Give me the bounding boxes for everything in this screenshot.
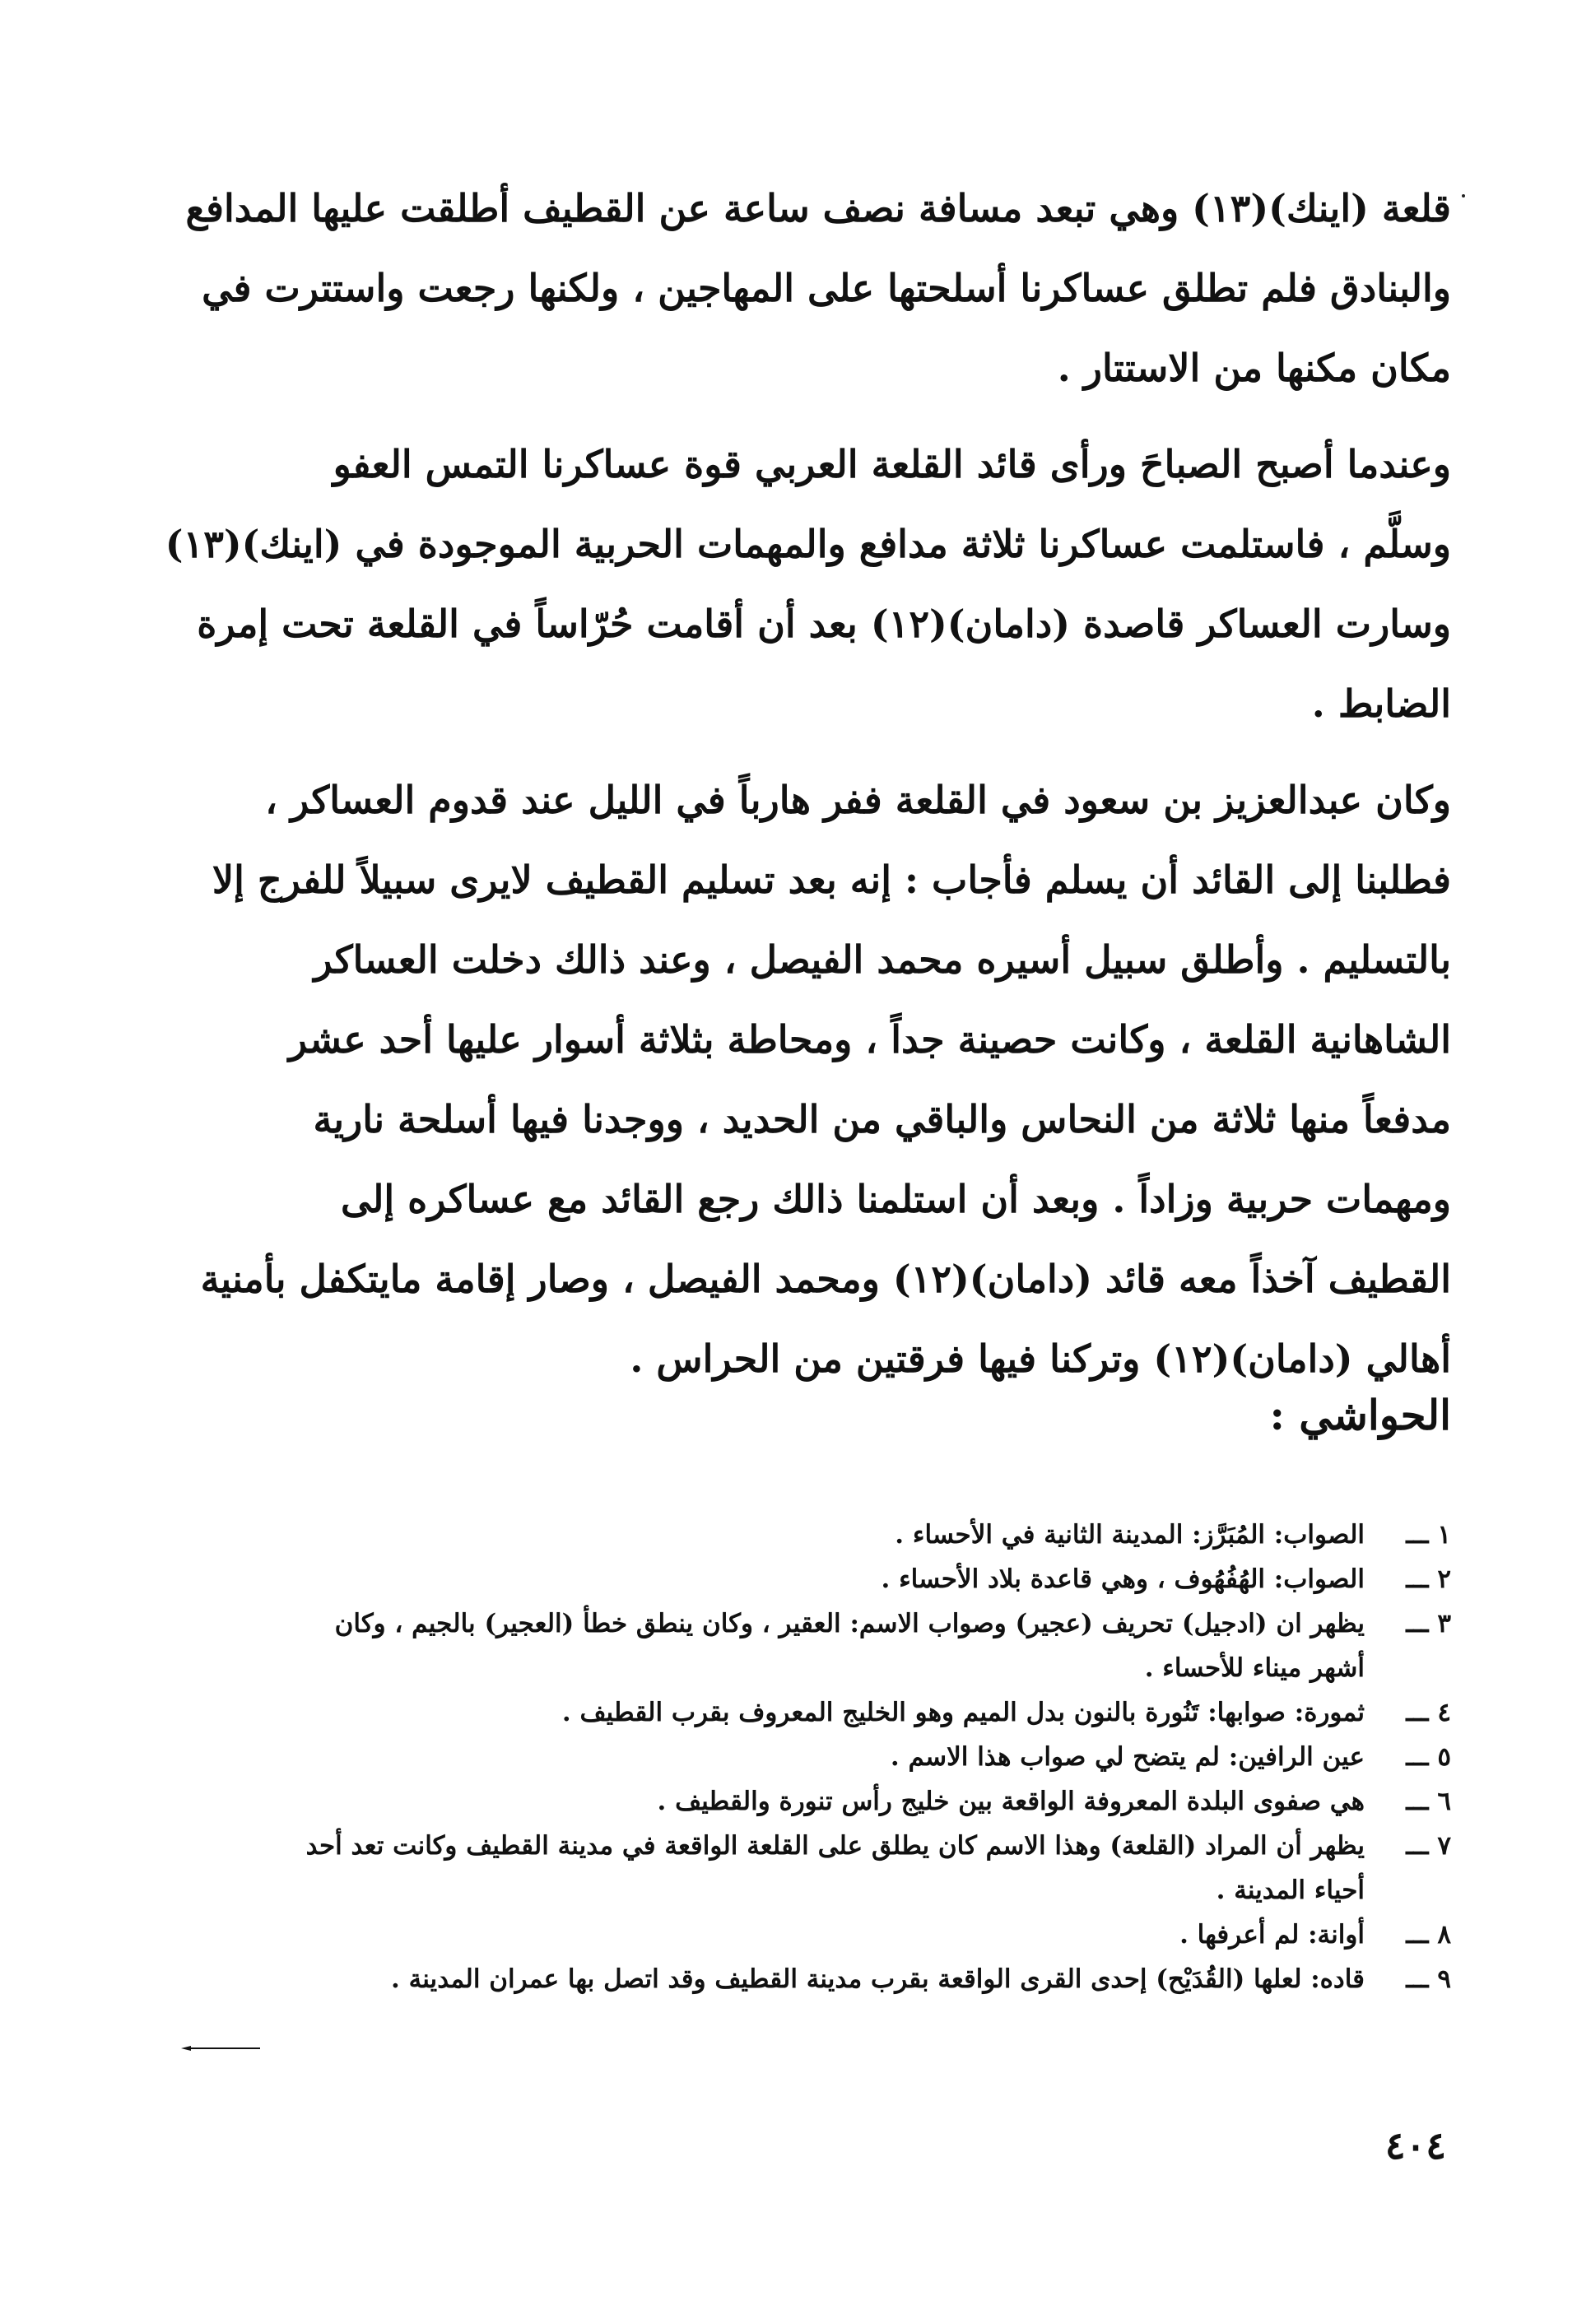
footnote-item <box>140 1601 1451 1690</box>
footnote-text <box>140 1557 1365 1601</box>
text-line: وعندما أصبح الصباحَ ورأى قائد القلعة العربي قوة عساكرنا التمس العفو <box>333 442 1451 486</box>
footnote-line: يظهر أن المراد (القلعة) وهذا الاسم كان يطلق على القلعة الواقعة في مدينة القطيف وكانت تعد أحد <box>305 1831 1365 1861</box>
text-line: وسارت العساكر قاصدة (دامان)(١٢) بعد أن أقامت حُرّاساً في القلعة تحت إمرة <box>197 602 1451 646</box>
paragraph-1 <box>140 169 1451 408</box>
text-line: مكان مكنها من الاستتار . <box>1057 346 1451 390</box>
continuation-arrow-icon <box>181 2046 260 2051</box>
footnote-line: هي صفوى البلدة المعروفة الواقعة بين خليج رأس تنورة والقطيف . <box>657 1787 1365 1816</box>
footnote-item <box>140 1735 1451 1779</box>
footnotes-list <box>140 1513 1451 2001</box>
footnote-number: ٧ ـــ <box>1406 1831 1451 1861</box>
page-number: ٤٠٤ <box>1384 2123 1446 2168</box>
footnote-line: الصواب: الهُفُهُوف ، وهي قاعدة بلاد الأحساء . <box>881 1564 1365 1594</box>
text-line: قلعة (اينك)(١٣) وهي تبعد مسافة نصف ساعة عن القطيف أطلقت عليها المدافع <box>185 186 1451 230</box>
footnote-line: أحياء المدينة . <box>1216 1875 1365 1905</box>
footnote-number: ٨ ـــ <box>1406 1920 1451 1950</box>
footnote-text <box>140 1824 1365 1913</box>
footnote-number: ٢ ـــ <box>1406 1564 1451 1594</box>
footnote-line: أشهر ميناء للأحساء . <box>1144 1653 1365 1683</box>
text-line: الشاهانية القلعة ، وكانت حصينة جداً ، ومحاطة بثلاثة أسوار عليها أحد عشر <box>288 1017 1451 1062</box>
footnote-line: عين الرافين: لم يتضح لي صواب هذا الاسم . <box>890 1742 1365 1772</box>
text-line: أهالي (دامان)(١٢) وتركنا فيها فرقتين من الحراس . <box>630 1336 1451 1381</box>
footnote-item <box>140 1824 1451 1913</box>
footnote-line: الصواب: المُبَرَّز: المدينة الثانية في الأحساء . <box>895 1520 1365 1550</box>
footnote-text <box>140 1690 1365 1735</box>
footnote-item <box>140 1513 1451 1557</box>
footnote-item <box>140 1690 1451 1735</box>
footnote-text <box>140 1779 1365 1824</box>
footnote-item <box>140 1913 1451 1957</box>
footnote-item <box>140 1557 1451 1601</box>
footnote-item <box>140 1957 1451 2001</box>
paragraph-2 <box>140 425 1451 744</box>
footnote-line: أوانة: لم أعرفها . <box>1179 1920 1365 1950</box>
footnote-line: ثمورة: صوابها: تَنُورة بالنون بدل الميم وهو الخليج المعروف بقرب القطيف . <box>561 1698 1365 1727</box>
text-line: والبنادق فلم تطلق عساكرنا أسلحتها على المهاجين ، ولكنها رجعت واستترت في <box>202 266 1451 310</box>
footnote-number: ٦ ـــ <box>1406 1787 1451 1816</box>
footnote-text <box>140 1957 1365 2001</box>
text-line: مدفعاً منها ثلاثة من النحاس والباقي من الحديد ، ووجدنا فيها أسلحة نارية <box>313 1097 1451 1141</box>
footnote-line: يظهر ان (ادجيل) تحريف (عجير) وصواب الاسم: العقير ، وكان ينطق خطأ (العجير) بالجيم ، وكان <box>334 1609 1365 1638</box>
footnotes-heading: الحواشي : <box>1269 1391 1451 1439</box>
footnote-number: ٣ ـــ <box>1406 1609 1451 1638</box>
footnote-number: ٤ ـــ <box>1406 1698 1451 1727</box>
text-line: وسلَّم ، فاستلمت عساكرنا ثلاثة مدافع والمهمات الحربية الموجودة في (اينك)(١٣) <box>165 522 1451 566</box>
footnote-number: ١ ـــ <box>1406 1520 1451 1550</box>
text-line: بالتسليم . وأطلق سبيل أسيره محمد الفيصل ، وعند ذالك دخلت العساكر <box>314 937 1451 982</box>
footnote-text <box>140 1601 1365 1690</box>
text-line: فطلبنا إلى القائد أن يسلم فأجاب : إنه بعد تسليم القطيف لايرى سبيلاً للفرج إلا <box>212 858 1451 902</box>
corner-mark <box>1462 194 1465 198</box>
footnote-line: قاده: لعلها (القُدَيْح) إحدى القرى الواقعة بقرب مدينة القطيف وقد اتصل بها عمران المدينة . <box>391 1964 1365 1994</box>
footnote-number: ٥ ـــ <box>1406 1742 1451 1772</box>
footnote-text <box>140 1513 1365 1557</box>
footnote-item <box>140 1779 1451 1824</box>
text-line: القطيف آخذاً معه قائد (دامان)(١٢) ومحمد الفيصل ، وصار إقامة مايتكفل بأمنية <box>200 1257 1451 1301</box>
footnote-number: ٩ ـــ <box>1406 1964 1451 1994</box>
footnote-text <box>140 1913 1365 1957</box>
text-line: الضابط . <box>1311 681 1451 726</box>
text-line: ومهمات حربية وزاداً . وبعد أن استلمنا ذالك رجع القائد مع عساكره إلى <box>341 1177 1451 1221</box>
text-line: وكان عبدالعزيز بن سعود في القلعة ففر هارباً في الليل عند قدوم العساكر ، <box>265 778 1451 822</box>
footnote-text <box>140 1735 1365 1779</box>
body-text <box>140 169 1451 1415</box>
paragraph-3 <box>140 760 1451 1399</box>
